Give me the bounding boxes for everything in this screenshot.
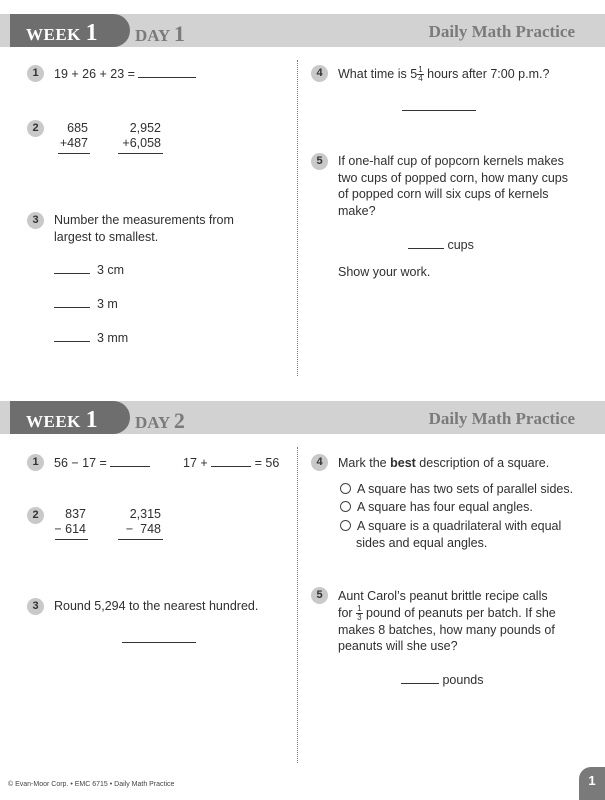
question-4: Mark the best description of a square. [338,456,550,470]
answer-blank[interactable] [110,455,150,467]
minuend: 837 [65,507,86,521]
answer-blank[interactable] [408,237,444,249]
answer-blank[interactable] [122,642,196,643]
page-number: 1 [579,767,605,800]
addend-bottom: +6,058 [122,136,161,150]
answer-blank[interactable] [54,296,90,308]
day1-header [0,14,605,47]
question-number: 1 [27,454,44,471]
week-label: WEEK 1 [26,407,99,433]
question-1a: 56 − 17 = [54,455,150,472]
addend-top: 2,952 [129,121,161,135]
week-label: WEEK 1 [26,20,99,46]
day-label: DAY 1 [135,21,185,46]
show-work: Show your work. [338,265,431,279]
answer-blank[interactable] [402,110,476,111]
fraction: $\frac{1}{3}$ [357,603,362,622]
difference-line [118,539,163,540]
column-divider [297,447,298,763]
question-number: 4 [311,65,328,82]
measurement-item: 3 m [54,296,118,313]
subtrahend: − 748 [125,522,161,536]
measurement-item: 3 cm [54,262,124,279]
option-2[interactable]: A square has four equal angles. [340,499,533,516]
question-1b: 17 + = 56 [183,456,280,470]
fraction: $\frac{1}{4}$ [418,65,423,84]
question-number: 3 [27,212,44,229]
question-5-text: If one-half cup of popcorn kernels makes two cups of popped corn, how many cups of popped corn will six cups of kernels make? [338,154,568,218]
sum-line [118,153,163,154]
measurement-item: 3 mm [54,330,128,347]
radio-circle[interactable] [340,520,351,531]
page-title: Daily Math Practice [428,22,575,41]
option-1[interactable]: A square has two sets of parallel sides. [340,481,573,498]
page-title: Daily Math Practice [428,409,575,428]
question-number: 4 [311,454,328,471]
question-number: 2 [27,507,44,524]
difference-line [55,539,88,540]
option-3[interactable]: A square is a quadrilateral with equal [340,518,561,535]
subtrahend: − 614 [54,522,86,536]
question-number: 2 [27,120,44,137]
question-4: What time is 5 $\frac{1}{4}$ hours after 7:00 p.m.? [338,65,550,84]
answer-blank[interactable] [401,672,439,684]
option-3-cont: sides and equal angles. [356,536,488,550]
answer-blank[interactable] [54,262,90,274]
day2-header [0,401,605,434]
minuend: 2,315 [129,507,161,521]
question-3: Round 5,294 to the nearest hundred. [54,599,259,613]
addend-bottom: +487 [59,136,88,150]
answer-blank[interactable] [54,330,90,342]
question-number: 5 [311,587,328,604]
radio-circle[interactable] [340,483,351,494]
question-5-text: Aunt Carol’s peanut brittle recipe calls for $\frac{1}{3}$ pound of peanuts per batch. If she makes 8 batches, how many pounds of peanuts will she use? [338,589,556,654]
answer-blank[interactable] [138,66,196,78]
day-label: DAY 2 [135,408,185,433]
answer-blank[interactable] [211,455,251,467]
question-number: 5 [311,153,328,170]
radio-circle[interactable] [340,501,351,512]
column-divider [297,60,298,376]
question-number: 3 [27,598,44,615]
answer-cups: cups [408,237,474,254]
addend-top: 685 [67,121,88,135]
question-number: 1 [27,65,44,82]
question-1: 19 + 26 + 23 = [54,66,196,83]
question-3-text: Number the measurements from largest to smallest. [54,213,234,244]
footer-credit: © Evan-Moor Corp. • EMC 6715 • Daily Math Practice [8,781,175,788]
answer-pounds: pounds [401,672,484,689]
sum-line [58,153,90,154]
